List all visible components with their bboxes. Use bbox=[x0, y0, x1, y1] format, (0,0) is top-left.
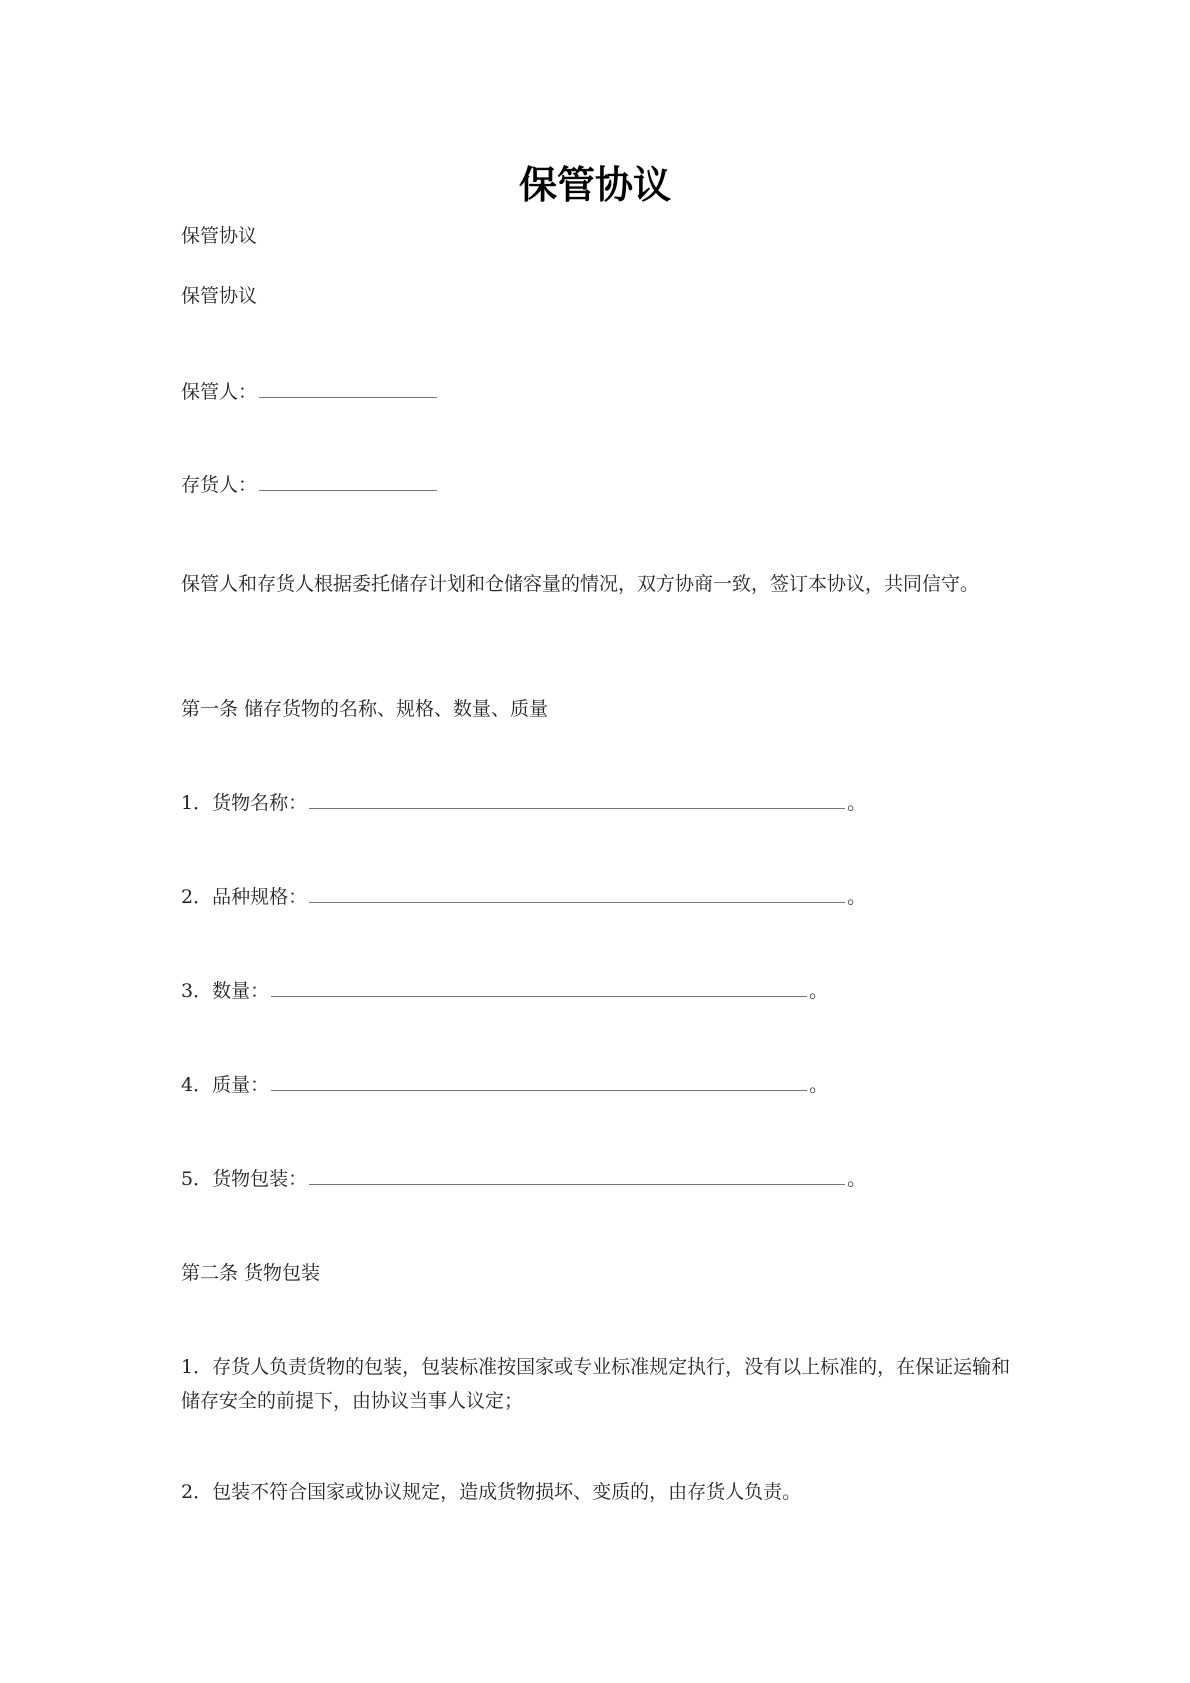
goods-name-blank[interactable] bbox=[309, 788, 845, 809]
quantity-blank[interactable] bbox=[271, 976, 807, 997]
article-1-item-3: 3．数量： 。 bbox=[181, 974, 828, 1008]
article-1-item-1: 1．货物名称： 。 bbox=[181, 786, 866, 820]
packaging-blank[interactable] bbox=[309, 1164, 845, 1185]
article-1-item-4: 4．质量： 。 bbox=[181, 1068, 828, 1102]
item-label: 1．货物名称： bbox=[181, 792, 308, 814]
item-label: 2．品种规格： bbox=[181, 886, 308, 908]
custodian-blank[interactable] bbox=[259, 377, 437, 398]
item-label: 5．货物包装： bbox=[181, 1168, 308, 1190]
preamble-paragraph: 保管人和存货人根据委托储存计划和仓储容量的情况，双方协商一致，签订本协议，共同信守。 bbox=[181, 573, 980, 595]
document-title: 保管协议 bbox=[518, 163, 671, 207]
item-label: 3．数量： bbox=[181, 980, 270, 1002]
depositor-field bbox=[181, 468, 437, 502]
article-2-clause-1: 1．存货人负责货物的包装，包装标准按国家或专业标准规定执行，没有以上标准的，在保证运输和储存安全的前提下，由协议当事人议定； bbox=[181, 1356, 1011, 1412]
article-2-clause-2: 2．包装不符合国家或协议规定，造成货物损坏、变质的，由存货人负责。 bbox=[181, 1481, 802, 1503]
custodian-field bbox=[181, 375, 437, 409]
specification-blank[interactable] bbox=[309, 882, 845, 903]
quality-blank[interactable] bbox=[271, 1070, 807, 1091]
depositor-label: 存货人： bbox=[181, 474, 258, 496]
article-2-heading: 第二条 货物包装 bbox=[181, 1262, 321, 1284]
depositor-blank[interactable] bbox=[259, 470, 437, 491]
item-label: 4．质量： bbox=[181, 1074, 270, 1096]
subtitle-1: 保管协议 bbox=[181, 225, 258, 247]
article-1-heading: 第一条 储存货物的名称、规格、数量、质量 bbox=[181, 698, 549, 720]
article-1-item-2: 2．品种规格： 。 bbox=[181, 880, 866, 914]
custodian-label: 保管人： bbox=[181, 381, 258, 403]
subtitle-2: 保管协议 bbox=[181, 285, 258, 307]
article-1-item-5: 5．货物包装： 。 bbox=[181, 1162, 866, 1196]
